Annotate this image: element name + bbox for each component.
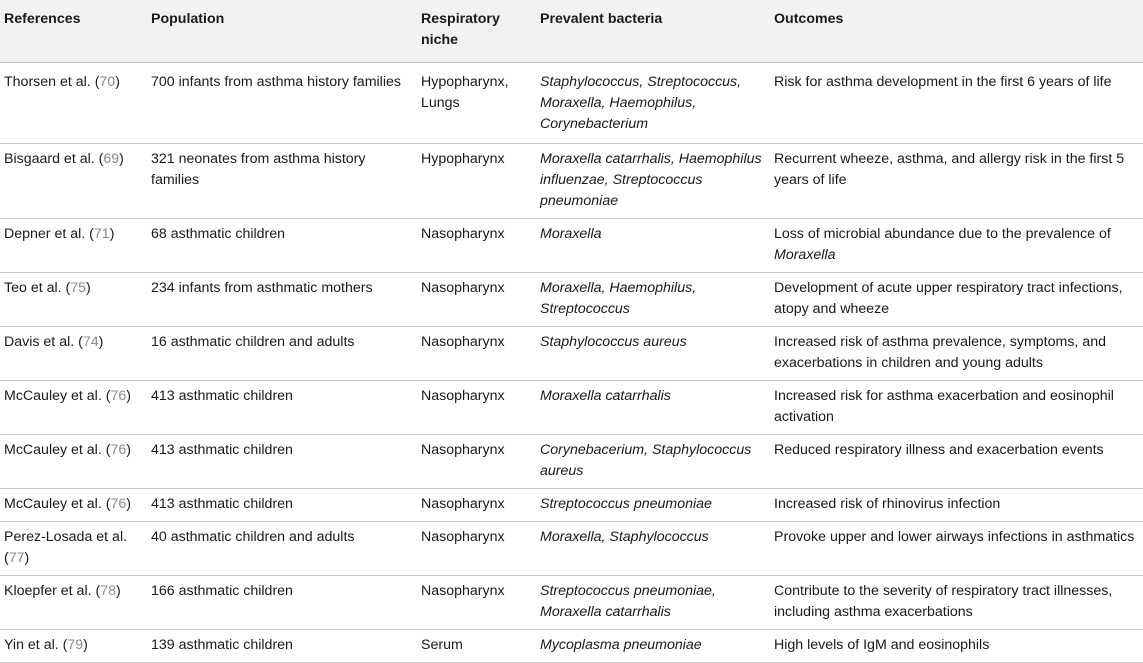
outcome-cell xyxy=(770,144,1143,219)
reference-cell xyxy=(0,489,147,522)
reference-author: Kloepfer et al. ( xyxy=(4,583,101,599)
reference-author: Thorsen et al. ( xyxy=(4,74,100,90)
reference-close: ) xyxy=(115,74,120,90)
population-cell: 40 asthmatic children and adults xyxy=(147,522,417,576)
header-prevalent-bacteria: Prevalent bacteria xyxy=(536,0,770,63)
niche-cell: Nasopharynx xyxy=(417,327,536,381)
bacteria-cell: Moraxella catarrhalis xyxy=(536,381,770,435)
population-cell: 413 asthmatic children xyxy=(147,435,417,489)
reference-close: ) xyxy=(83,637,88,653)
bacteria-cell: Corynebacerium, Staphylococcus aureus xyxy=(536,435,770,489)
niche-cell: Nasopharynx xyxy=(417,273,536,327)
reference-cell xyxy=(0,435,147,489)
reference-author: McCauley et al. ( xyxy=(4,442,111,458)
bacteria-cell: Mycoplasma pneumoniae xyxy=(536,630,770,663)
outcome-text: Development of acute upper respiratory tract infections, atopy and wheeze xyxy=(774,280,1123,317)
bacteria-cell: Streptococcus pneumoniae xyxy=(536,489,770,522)
bacteria-cell: Moraxella catarrhalis, Haemophilus influenzae, Streptococcus pneumoniae xyxy=(536,144,770,219)
reference-cell xyxy=(0,144,147,219)
reference-cell xyxy=(0,63,147,144)
reference-close: ) xyxy=(86,280,91,296)
table-row xyxy=(0,273,1143,327)
niche-cell: Nasopharynx xyxy=(417,489,536,522)
reference-close: ) xyxy=(116,583,121,599)
population-cell: 413 asthmatic children xyxy=(147,381,417,435)
reference-author: McCauley et al. ( xyxy=(4,496,111,512)
reference-cell xyxy=(0,381,147,435)
niche-cell: Nasopharynx xyxy=(417,435,536,489)
niche-cell: Serum xyxy=(417,630,536,663)
population-cell: 139 asthmatic children xyxy=(147,630,417,663)
reference-cell xyxy=(0,219,147,273)
table-row xyxy=(0,381,1143,435)
outcome-text: Increased risk of rhinovirus infection xyxy=(774,496,1001,512)
outcome-text: Recurrent wheeze, asthma, and allergy risk in the first 5 years of life xyxy=(774,151,1125,188)
reference-link[interactable]: 77 xyxy=(8,550,25,566)
outcome-cell xyxy=(770,381,1143,435)
reference-close: ) xyxy=(119,151,124,167)
reference-cell xyxy=(0,576,147,630)
outcome-cell xyxy=(770,630,1143,663)
population-cell: 68 asthmatic children xyxy=(147,219,417,273)
reference-close: ) xyxy=(126,388,131,404)
outcome-cell xyxy=(770,522,1143,576)
reference-cell xyxy=(0,522,147,576)
niche-cell: Nasopharynx xyxy=(417,219,536,273)
reference-author: Depner et al. ( xyxy=(4,226,94,242)
reference-author: Yin et al. ( xyxy=(4,637,68,653)
reference-link[interactable]: 71 xyxy=(93,226,110,242)
population-cell: 413 asthmatic children xyxy=(147,489,417,522)
niche-cell: Nasopharynx xyxy=(417,576,536,630)
reference-link[interactable]: 70 xyxy=(99,74,116,90)
outcome-italic: Moraxella xyxy=(774,247,836,263)
outcome-cell xyxy=(770,327,1143,381)
reference-link[interactable]: 76 xyxy=(110,496,127,512)
reference-close: ) xyxy=(24,550,30,566)
reference-author: Teo et al. ( xyxy=(4,280,71,296)
reference-cell xyxy=(0,630,147,663)
niche-cell: Hypopharynx xyxy=(417,144,536,219)
outcome-cell xyxy=(770,273,1143,327)
table-row xyxy=(0,327,1143,381)
reference-cell xyxy=(0,273,147,327)
outcome-cell xyxy=(770,489,1143,522)
population-cell: 321 neonates from asthma history families xyxy=(147,144,417,219)
table-row xyxy=(0,219,1143,273)
table-header-row xyxy=(0,0,1143,63)
outcome-cell xyxy=(770,576,1143,630)
table-row xyxy=(0,576,1143,630)
population-cell: 700 infants from asthma history families xyxy=(147,63,417,144)
outcome-text: Contribute to the severity of respiratory tract illnesses, including asthma exacerbations xyxy=(774,583,1113,620)
reference-close: ) xyxy=(109,226,115,242)
reference-author: Davis et al. ( xyxy=(4,334,83,350)
population-cell: 234 infants from asthmatic mothers xyxy=(147,273,417,327)
reference-author: Perez-Losada et al. ( xyxy=(4,529,128,566)
reference-link[interactable]: 79 xyxy=(67,637,84,653)
outcome-text: Reduced respiratory illness and exacerbation events xyxy=(774,442,1104,458)
table-row xyxy=(0,435,1143,489)
population-cell: 166 asthmatic children xyxy=(147,576,417,630)
header-outcomes: Outcomes xyxy=(770,0,1143,63)
header-population: Population xyxy=(147,0,417,63)
reference-link[interactable]: 74 xyxy=(82,334,99,350)
outcome-text: High levels of IgM and eosinophils xyxy=(774,637,990,653)
bacteria-cell: Staphylococcus, Streptococcus, Moraxella, Haemophilus, Corynebacterium xyxy=(536,63,770,144)
outcome-cell xyxy=(770,63,1143,144)
bacteria-cell: Moraxella xyxy=(536,219,770,273)
table-row xyxy=(0,522,1143,576)
outcome-text: Loss of microbial abundance due to the prevalence of xyxy=(774,226,1111,242)
table-row xyxy=(0,144,1143,219)
table-row xyxy=(0,63,1143,144)
bacteria-cell: Moraxella, Haemophilus, Streptococcus xyxy=(536,273,770,327)
reference-cell xyxy=(0,327,147,381)
reference-author: Bisgaard et al. ( xyxy=(4,151,104,167)
reference-link[interactable]: 75 xyxy=(70,280,87,296)
reference-link[interactable]: 69 xyxy=(103,151,120,167)
reference-link[interactable]: 76 xyxy=(110,442,127,458)
reference-link[interactable]: 78 xyxy=(100,583,116,599)
table-row xyxy=(0,630,1143,663)
table-row xyxy=(0,489,1143,522)
outcome-cell xyxy=(770,219,1143,273)
bacteria-cell: Staphylococcus aureus xyxy=(536,327,770,381)
bacteria-cell: Moraxella, Staphylococcus xyxy=(536,522,770,576)
bacteria-cell: Streptococcus pneumoniae, Moraxella catarrhalis xyxy=(536,576,770,630)
population-cell: 16 asthmatic children and adults xyxy=(147,327,417,381)
reference-link[interactable]: 76 xyxy=(110,388,127,404)
outcome-text: Risk for asthma development in the first 6 years of life xyxy=(774,74,1112,90)
reference-close: ) xyxy=(126,496,131,512)
reference-close: ) xyxy=(98,334,104,350)
outcome-text: Increased risk of asthma prevalence, symptoms, and exacerbations in children and young adults xyxy=(774,334,1106,371)
niche-cell: Hypopharynx, Lungs xyxy=(417,63,536,144)
header-respiratory-niche: Respiratory niche xyxy=(417,0,536,63)
outcome-text: Provoke upper and lower airways infections in asthmatics xyxy=(774,529,1135,545)
niche-cell: Nasopharynx xyxy=(417,522,536,576)
niche-cell: Nasopharynx xyxy=(417,381,536,435)
outcome-text: Increased risk for asthma exacerbation and eosinophil activation xyxy=(774,388,1114,425)
header-references: References xyxy=(0,0,147,63)
outcome-cell xyxy=(770,435,1143,489)
reference-close: ) xyxy=(126,442,131,458)
reference-author: McCauley et al. ( xyxy=(4,388,111,404)
